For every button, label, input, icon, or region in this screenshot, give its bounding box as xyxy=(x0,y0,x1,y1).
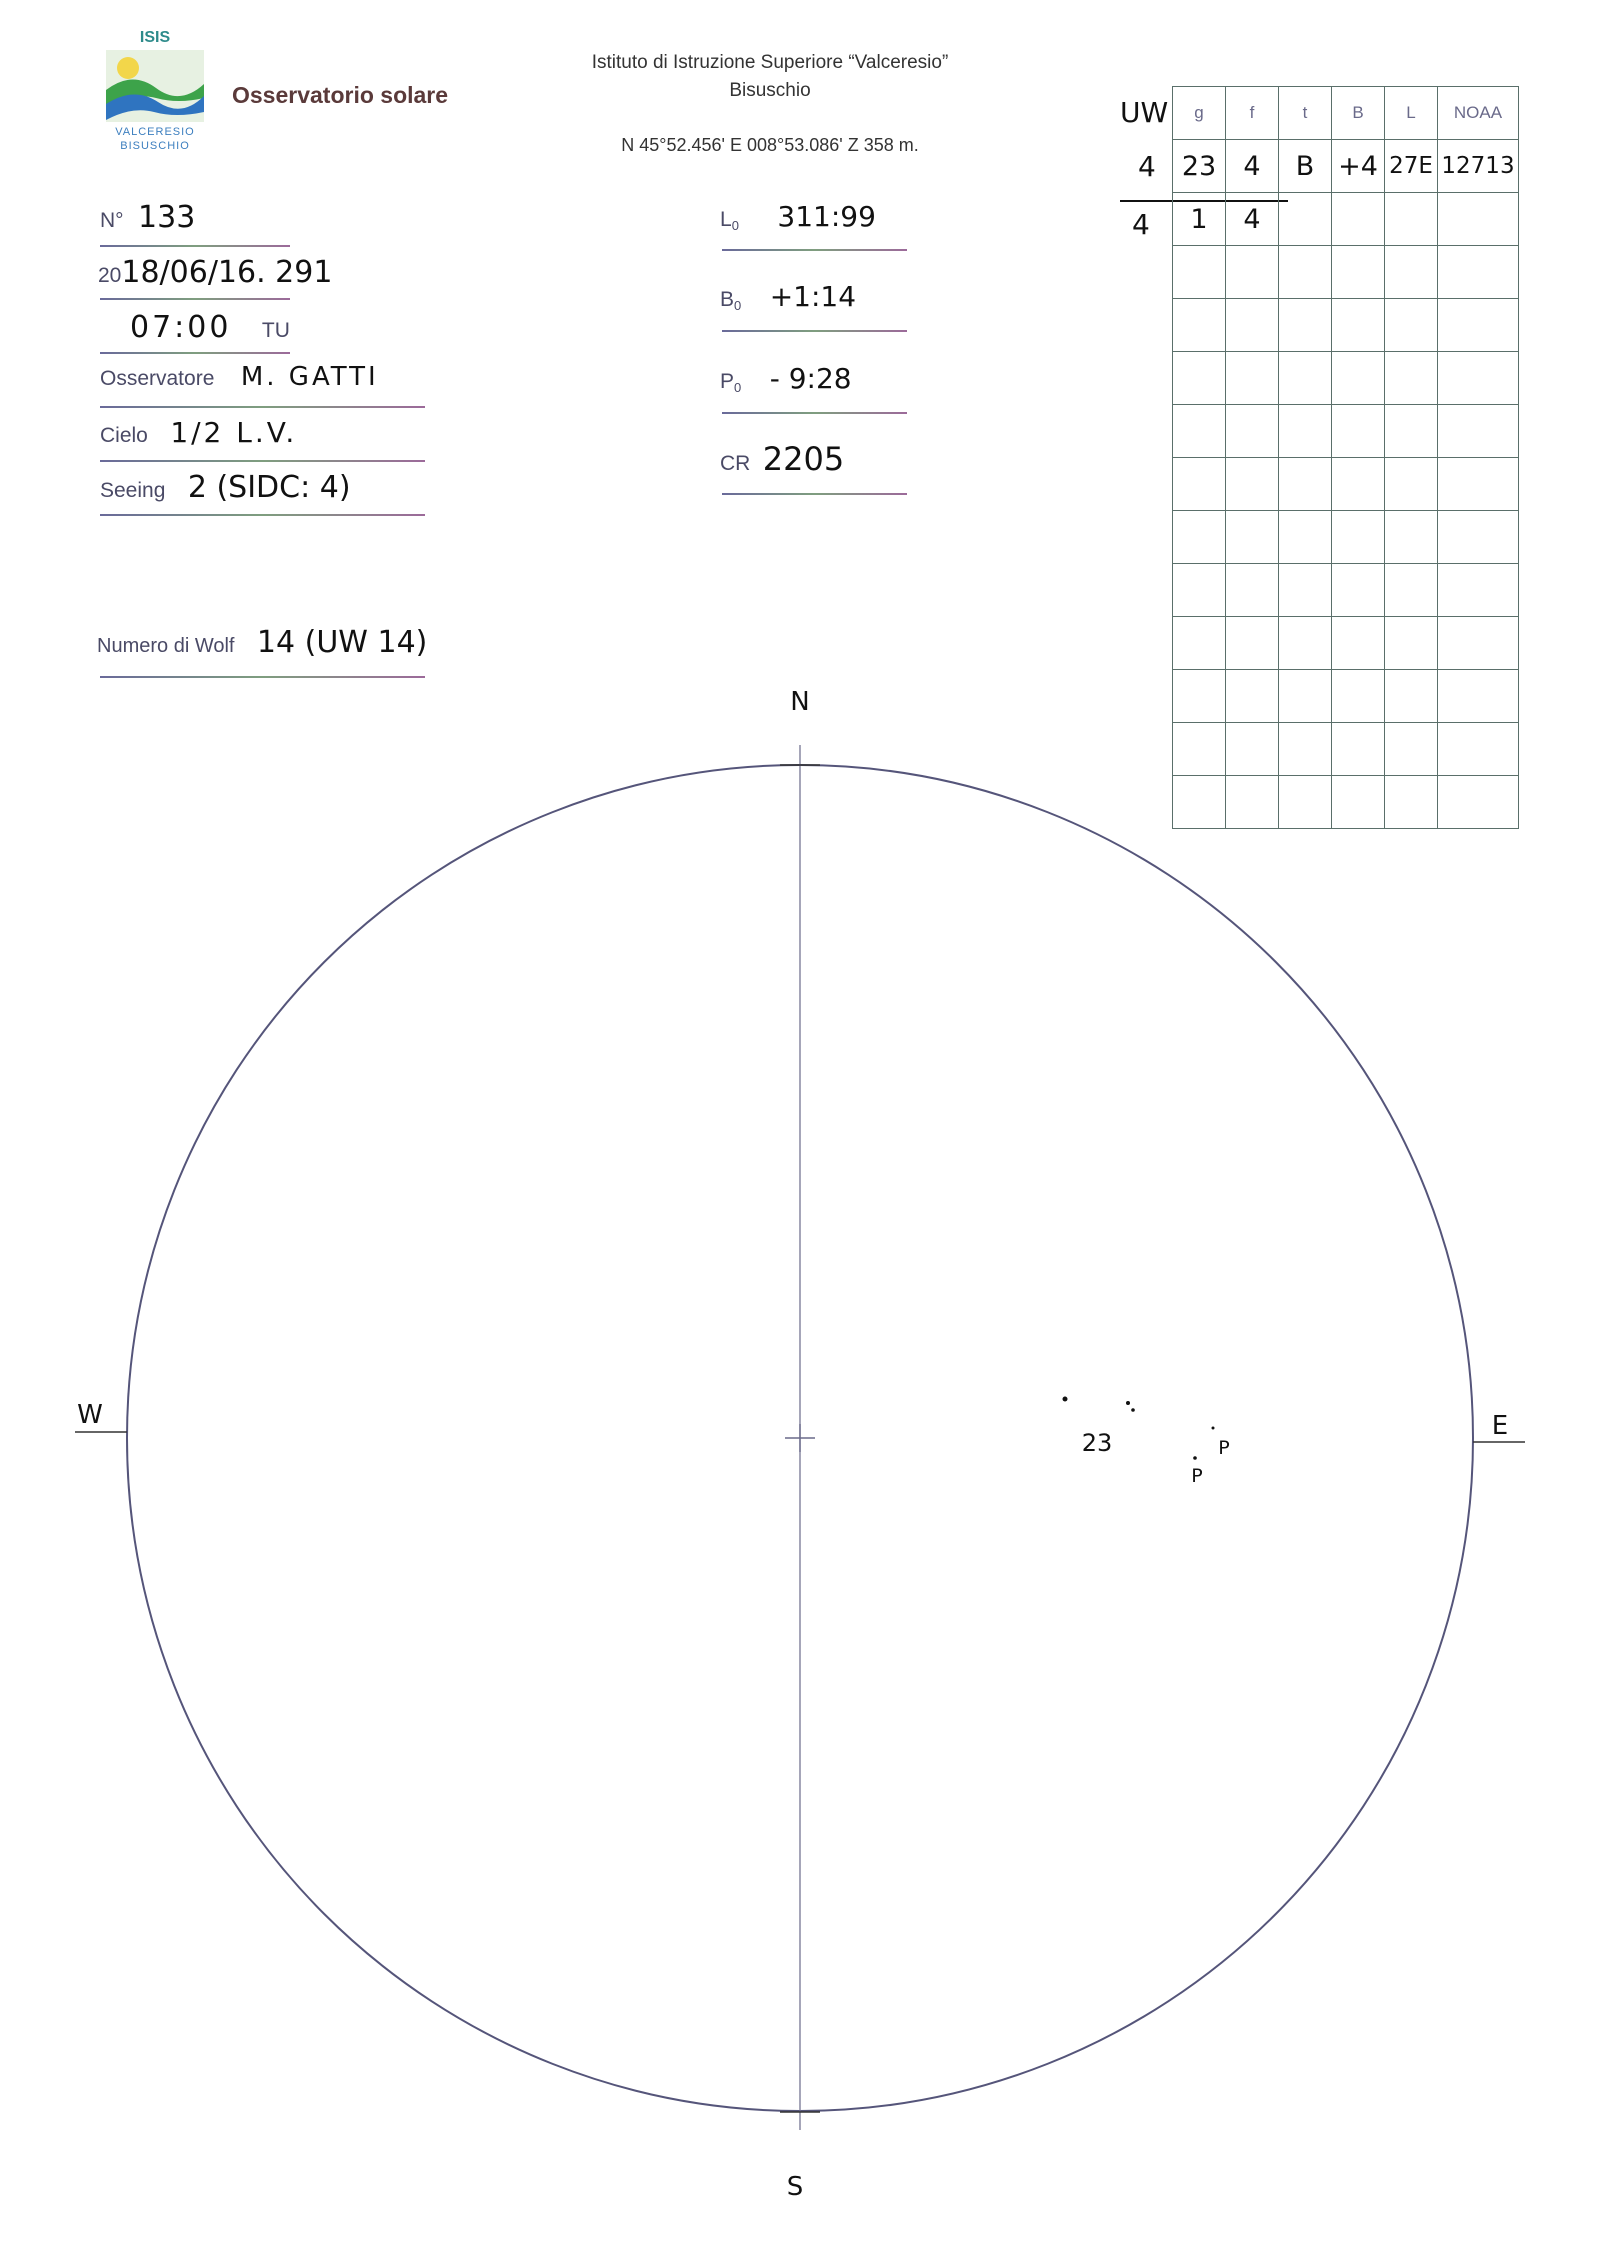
empty-cell xyxy=(1226,246,1279,299)
empty-cell xyxy=(1226,299,1279,352)
empty-cell xyxy=(1173,564,1226,617)
observer-label: Osservatore xyxy=(100,367,215,390)
empty-cell xyxy=(1279,511,1332,564)
wolf-value: 14 (UW 14) xyxy=(256,625,428,660)
logo-caption-line1: VALCERESIO xyxy=(115,126,195,138)
record-date-prefix: 20 xyxy=(98,264,122,287)
l0-value: 311:99 xyxy=(777,200,876,233)
empty-cell xyxy=(1385,405,1438,458)
empty-cell xyxy=(1385,564,1438,617)
empty-cell xyxy=(1279,299,1332,352)
divider xyxy=(722,412,907,414)
empty-cell xyxy=(1279,405,1332,458)
empty-cell xyxy=(1226,352,1279,405)
divider xyxy=(100,406,425,408)
table-row-empty xyxy=(1173,564,1519,617)
header-f: f xyxy=(1226,87,1279,140)
table-row-empty xyxy=(1173,299,1519,352)
ephemeris-l0 xyxy=(720,200,876,233)
cell-l: 27E xyxy=(1385,140,1438,193)
l0-sub: 0 xyxy=(731,218,739,234)
seeing-value: 2 (SIDC: 4) xyxy=(187,470,351,505)
empty-cell xyxy=(1385,458,1438,511)
divider xyxy=(100,460,425,462)
record-seeing xyxy=(100,470,351,505)
record-date xyxy=(98,255,332,290)
empty-cell xyxy=(1173,511,1226,564)
table-row-empty xyxy=(1173,458,1519,511)
uw-header: UW xyxy=(1120,96,1169,129)
empty-cell xyxy=(1279,246,1332,299)
empty-cell xyxy=(1226,511,1279,564)
divider xyxy=(100,298,290,300)
empty-cell xyxy=(1332,511,1385,564)
l0-label: L xyxy=(720,208,732,231)
wolf-number xyxy=(97,625,427,660)
record-number-value: 133 xyxy=(138,200,196,235)
p0-sub: 0 xyxy=(734,380,742,396)
empty-cell xyxy=(1332,564,1385,617)
empty-cell xyxy=(1438,352,1519,405)
empty-cell xyxy=(1438,564,1519,617)
empty-cell xyxy=(1226,564,1279,617)
table-row-empty xyxy=(1173,246,1519,299)
empty-cell xyxy=(1438,511,1519,564)
cell-g: 23 xyxy=(1173,140,1226,193)
empty-cell xyxy=(1279,352,1332,405)
sunspot xyxy=(1126,1401,1130,1405)
header-l: L xyxy=(1385,87,1438,140)
logo-caption-line2: BISUSCHIO xyxy=(120,140,190,152)
empty-cell xyxy=(1385,352,1438,405)
cell-l xyxy=(1385,193,1438,246)
empty-cell xyxy=(1332,458,1385,511)
divider xyxy=(722,249,907,251)
empty-cell xyxy=(1332,246,1385,299)
b0-sub: 0 xyxy=(734,298,742,314)
empty-cell xyxy=(1385,246,1438,299)
penumbra-label: P xyxy=(1218,1437,1230,1459)
cell-f: 4 xyxy=(1226,140,1279,193)
cr-value: 2205 xyxy=(762,440,845,478)
empty-cell xyxy=(1279,458,1332,511)
cell-f: 4 xyxy=(1226,193,1279,246)
p0-value: - 9:28 xyxy=(769,362,852,395)
ephemeris-cr xyxy=(720,440,844,478)
sky-value: 1/2 L.V. xyxy=(170,416,298,449)
cell-b: +4 xyxy=(1332,140,1385,193)
cell-b xyxy=(1332,193,1385,246)
solar-disk-drawing xyxy=(0,660,1600,2240)
empty-cell xyxy=(1173,458,1226,511)
observatory-coordinates: N 45°52.456' E 008°53.086' Z 358 m. xyxy=(621,135,919,155)
divider xyxy=(100,514,425,516)
table-row-empty xyxy=(1173,511,1519,564)
institute-town: Bisuschio xyxy=(729,80,811,101)
empty-cell xyxy=(1226,458,1279,511)
divider xyxy=(722,493,907,495)
empty-cell xyxy=(1332,352,1385,405)
penumbra-label: P xyxy=(1191,1465,1203,1487)
divider xyxy=(100,245,290,247)
record-date-value: 18/06/16. 291 xyxy=(121,255,333,290)
p0-label: P xyxy=(720,370,735,393)
record-number-label: N° xyxy=(100,209,124,232)
record-time xyxy=(130,310,290,345)
record-sky xyxy=(100,416,297,449)
cell-noaa xyxy=(1438,193,1519,246)
cell-noaa: 12713 xyxy=(1438,140,1519,193)
logo-top-text: ISIS xyxy=(139,29,171,46)
table-row-empty xyxy=(1173,352,1519,405)
empty-cell xyxy=(1438,405,1519,458)
west-label: W xyxy=(77,1400,103,1430)
empty-cell xyxy=(1332,299,1385,352)
header-g: g xyxy=(1173,87,1226,140)
uw-value-1: 4 xyxy=(1138,150,1156,183)
empty-cell xyxy=(1173,405,1226,458)
header-b: B xyxy=(1332,87,1385,140)
empty-cell xyxy=(1385,299,1438,352)
cell-t: B xyxy=(1279,140,1332,193)
empty-cell xyxy=(1279,564,1332,617)
empty-cell xyxy=(1438,246,1519,299)
record-number xyxy=(100,200,195,235)
record-time-value: 07:00 xyxy=(130,310,232,345)
logo-icon xyxy=(104,26,206,136)
empty-cell xyxy=(1438,299,1519,352)
b0-label: B xyxy=(720,288,735,311)
cell-t xyxy=(1279,193,1332,246)
header-noaa: NOAA xyxy=(1438,87,1519,140)
empty-cell xyxy=(1385,511,1438,564)
record-observer xyxy=(100,362,379,392)
empty-cell xyxy=(1173,352,1226,405)
uw-value-2: 4 xyxy=(1132,208,1150,241)
empty-cell xyxy=(1438,458,1519,511)
sunspot xyxy=(1212,1427,1215,1430)
school-logo xyxy=(104,26,206,156)
sunspot xyxy=(1063,1397,1068,1402)
sunspot xyxy=(1193,1456,1197,1460)
table-row xyxy=(1173,140,1519,193)
sunspot xyxy=(1131,1408,1135,1412)
wolf-label: Numero di Wolf xyxy=(97,635,235,657)
east-label: E xyxy=(1491,1411,1509,1441)
cr-label: CR xyxy=(720,452,751,475)
north-label: N xyxy=(790,687,810,717)
b0-value: +1:14 xyxy=(769,280,857,313)
divider xyxy=(722,330,907,332)
sky-label: Cielo xyxy=(100,424,148,447)
cell-g: 1 xyxy=(1173,193,1226,246)
observatory-title: Osservatorio solare xyxy=(232,82,449,108)
empty-cell xyxy=(1332,405,1385,458)
table-row-empty xyxy=(1173,405,1519,458)
empty-cell xyxy=(1173,246,1226,299)
table-header-row xyxy=(1173,87,1519,140)
ephemeris-b0 xyxy=(720,280,856,313)
record-time-unit: TU xyxy=(261,319,290,342)
observer-value: M. GATTI xyxy=(240,362,379,392)
group-23-label: 23 xyxy=(1081,1429,1113,1457)
empty-cell xyxy=(1173,299,1226,352)
empty-cell xyxy=(1226,405,1279,458)
table-row xyxy=(1173,193,1519,246)
divider xyxy=(100,352,290,354)
institute-name: Istituto di Istruzione Superiore “Valceresio” xyxy=(591,52,949,73)
seeing-label: Seeing xyxy=(100,479,166,502)
ephemeris-p0 xyxy=(720,362,852,395)
south-label: S xyxy=(786,2172,804,2202)
header-t: t xyxy=(1279,87,1332,140)
